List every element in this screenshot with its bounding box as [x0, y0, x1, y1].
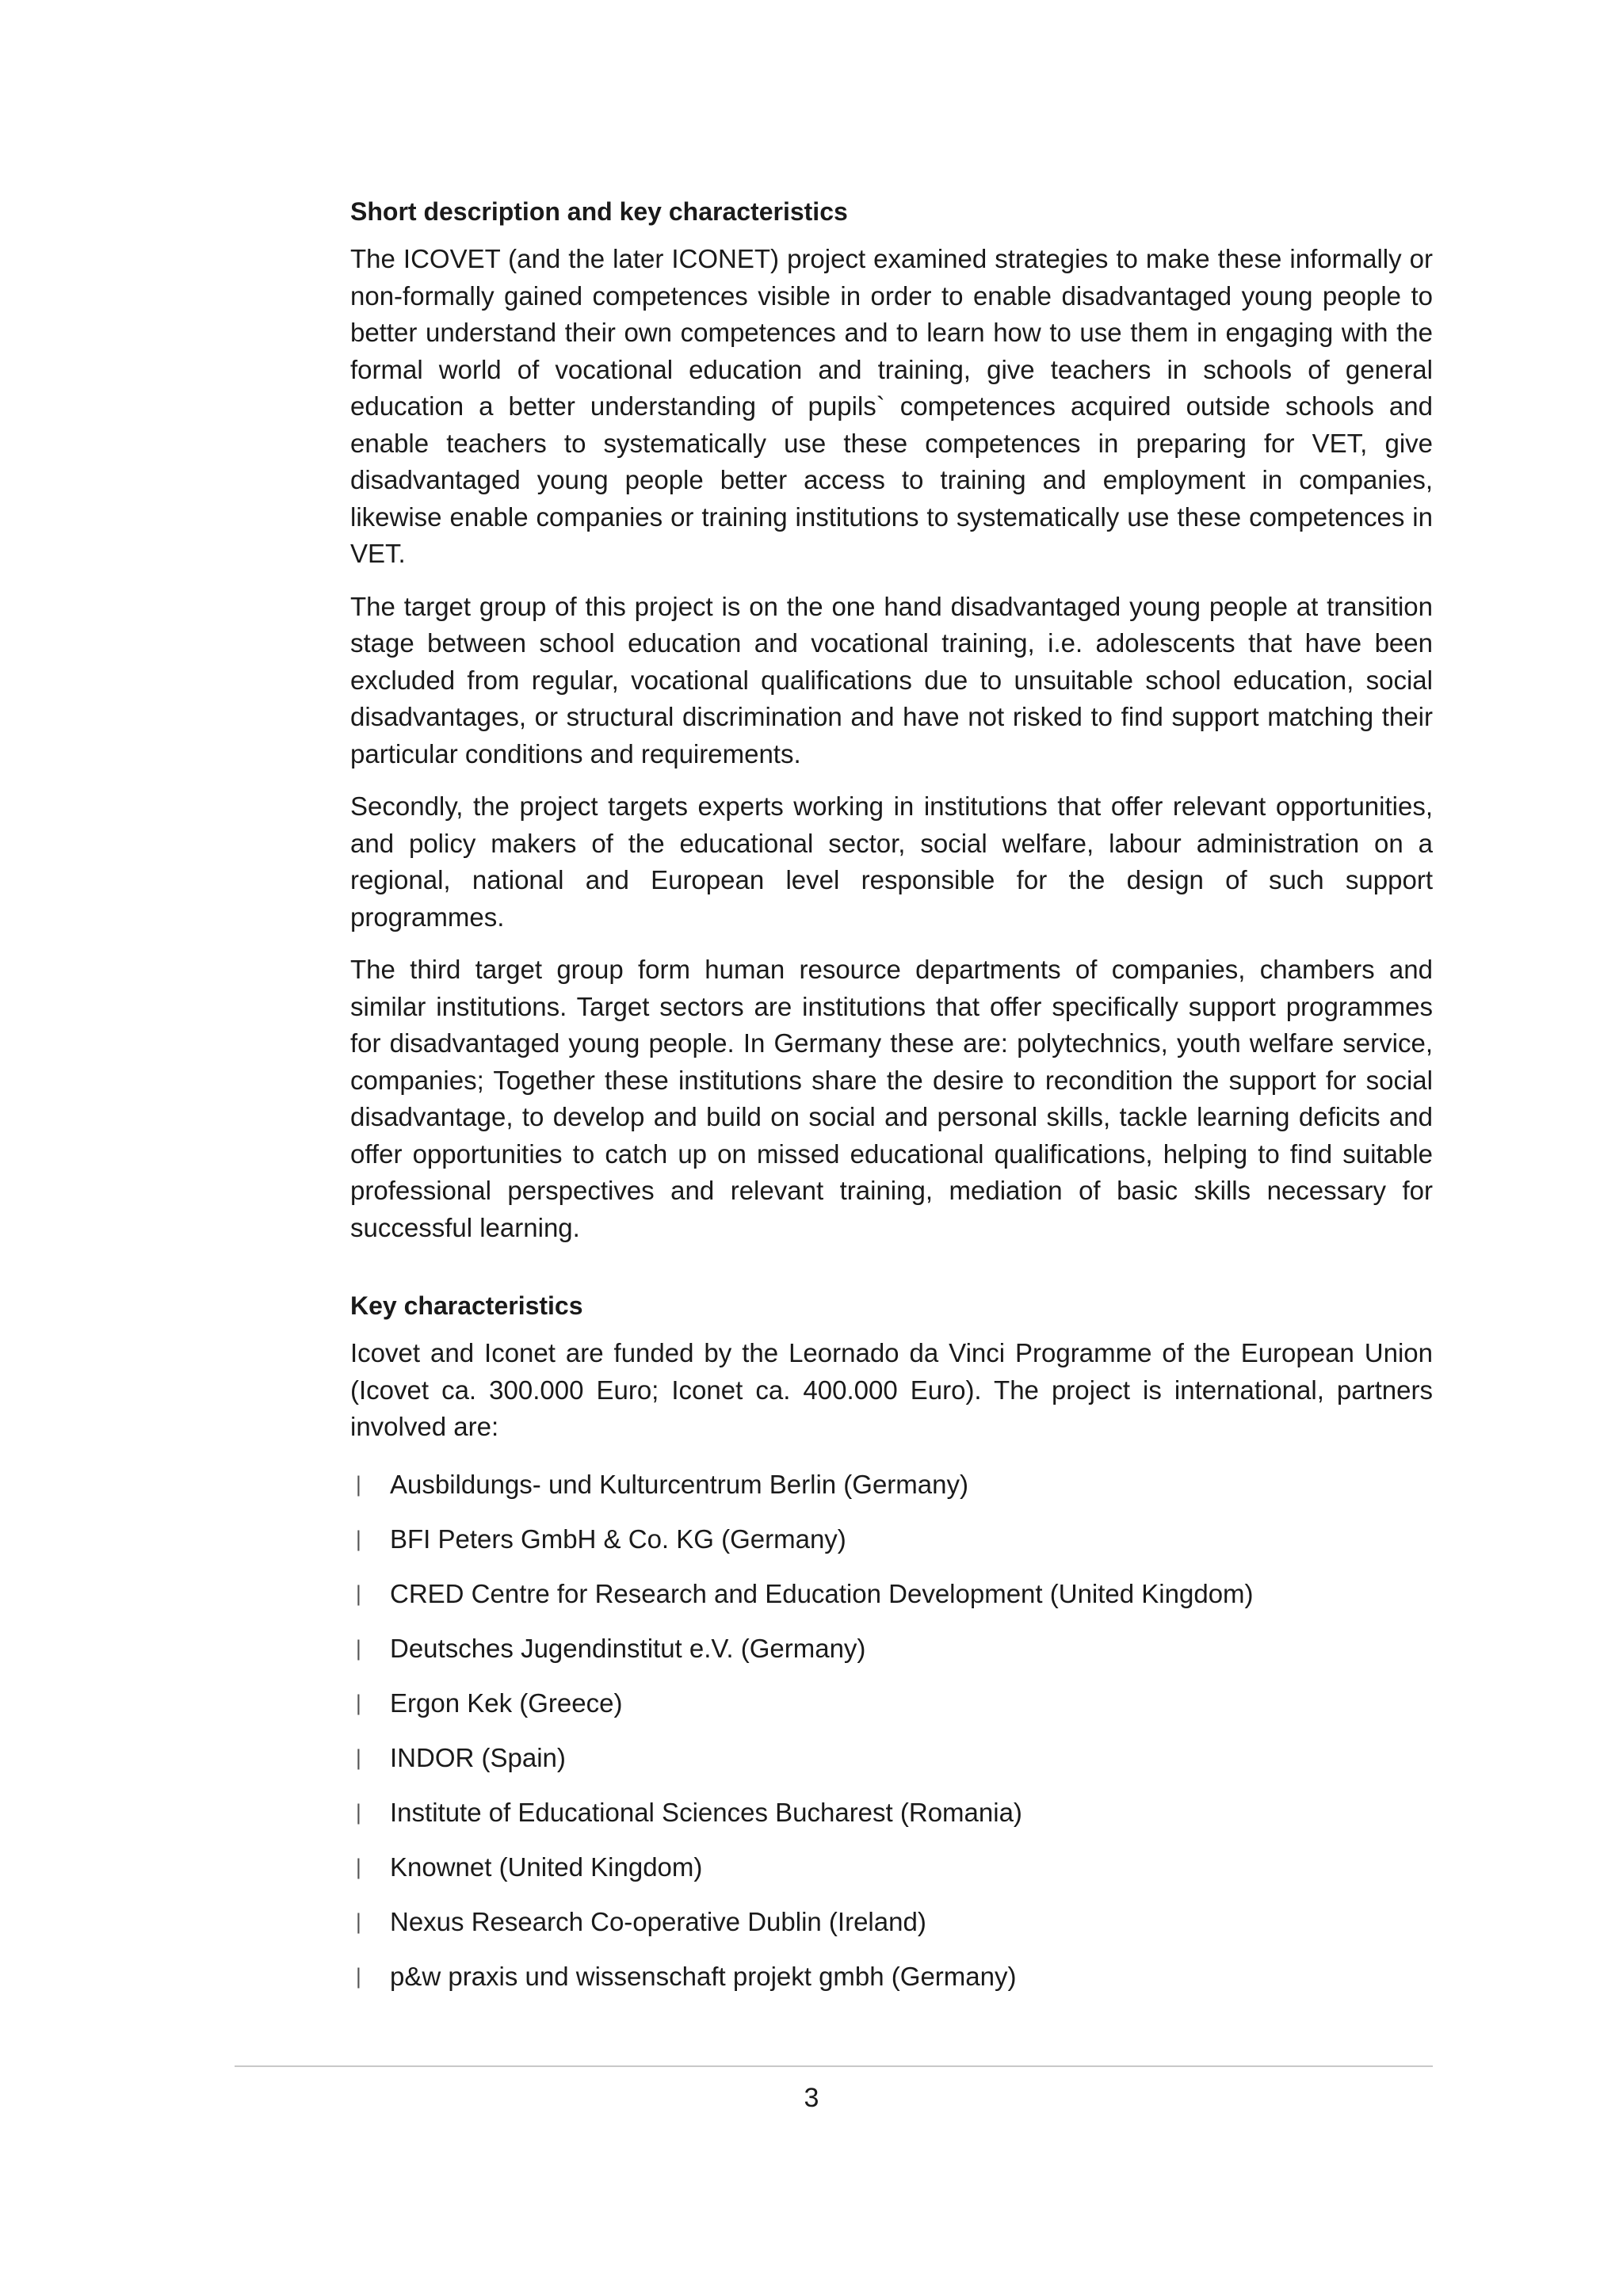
list-item: [350, 1576, 1433, 1612]
paragraph-target-group-hr-departments: The third target group form human resource departments of companies, chambers and similar institutions. Target sectors are institutions that offer specifically support programmes for disadvantaged young people. In Germany these are: polytechnics, youth welfare service, companies; Together these institutions share the desire to recondition the support for social disadvantage, to develop and build on social and personal skills, tackle learning deficits and offer opportunities to catch up on missed educational qualifications, helping to find suitable professional perspectives and relevant training, mediation of basic skills necessary for successful learning.: [350, 955, 1433, 1242]
bullet-bar-icon: |: [355, 1691, 362, 1715]
bullet-bar-icon: |: [355, 1581, 362, 1606]
page-content: [350, 193, 1433, 2013]
bullet-bar-icon: |: [355, 1964, 362, 1989]
page-number: 3: [804, 2083, 819, 2113]
list-item: [350, 1794, 1433, 1831]
section-heading-key-characteristics: Key characteristics: [350, 1291, 583, 1320]
partner-name: BFI Peters GmbH & Co. KG (Germany): [390, 1524, 846, 1554]
partner-name: Deutsches Jugendinstitut e.V. (Germany): [390, 1633, 866, 1663]
bullet-bar-icon: |: [355, 1800, 362, 1825]
partner-name: INDOR (Spain): [390, 1742, 566, 1772]
partner-name: Ergon Kek (Greece): [390, 1688, 623, 1718]
section-heading-short-description: Short description and key characteristics: [350, 197, 848, 226]
bullet-bar-icon: |: [355, 1855, 362, 1879]
list-item: [350, 1521, 1433, 1558]
paragraph-target-group-young-people: The target group of this project is on the one hand disadvantaged young people at transition stage between school education and vocational training, i.e. adolescents that have been excluded from regular, vocational qualifications due to unsuitable school education, social disadvantages, or structural discrimination and have not risked to find support matching their particular conditions and requirements.: [350, 591, 1433, 769]
bullet-bar-icon: |: [355, 1745, 362, 1770]
list-item: [350, 1958, 1433, 1995]
partner-name: Institute of Educational Sciences Bucharest (Romania): [390, 1797, 1022, 1827]
bullet-bar-icon: |: [355, 1472, 362, 1497]
partner-name: p&w praxis und wissenschaft projekt gmbh (Germany): [390, 1961, 1017, 1991]
partner-name: Knownet (United Kingdom): [390, 1852, 703, 1882]
bullet-bar-icon: |: [355, 1527, 362, 1551]
partner-name: CRED Centre for Research and Education Development (United Kingdom): [390, 1578, 1254, 1608]
paragraph-funding: Icovet and Iconet are funded by the Leornado da Vinci Programme of the European Union (Icovet ca. 300.000 Euro; Iconet ca. 400.000 Euro). The project is international, partners involved are:: [350, 1338, 1433, 1441]
list-item: [350, 1849, 1433, 1886]
partner-name: Nexus Research Co-operative Dublin (Ireland): [390, 1906, 926, 1936]
list-item: [350, 1685, 1433, 1722]
paragraph-icovet-overview: The ICOVET (and the later ICONET) project examined strategies to make these informally or non-formally gained competences visible in order to enable disadvantaged young people to better understand their own competences and to learn how to use them in engaging with the formal world of vocational education and training, give teachers in schools of general education a better understanding of pupils` competences acquired outside schools and enable teachers to systematically use these competences in preparing for VET, give disadvantaged young people better access to training and employment in companies, likewise enable companies or training institutions to systematically use these competences in VET.: [350, 244, 1433, 568]
list-item: [350, 1740, 1433, 1776]
partner-name: Ausbildungs- und Kulturcentrum Berlin (Germany): [390, 1469, 968, 1499]
footer-divider: [235, 2065, 1433, 2067]
list-item: [350, 1630, 1433, 1667]
bullet-bar-icon: |: [355, 1909, 362, 1934]
list-item: [350, 1904, 1433, 1940]
bullet-bar-icon: |: [355, 1636, 362, 1661]
partner-list: [350, 1466, 1433, 1995]
paragraph-target-group-experts: Secondly, the project targets experts working in institutions that offer relevant opportunities, and policy makers of the educational sector, social welfare, labour administration on a regional, national and European level responsible for the design of such support programmes.: [350, 791, 1433, 932]
list-item: [350, 1466, 1433, 1503]
